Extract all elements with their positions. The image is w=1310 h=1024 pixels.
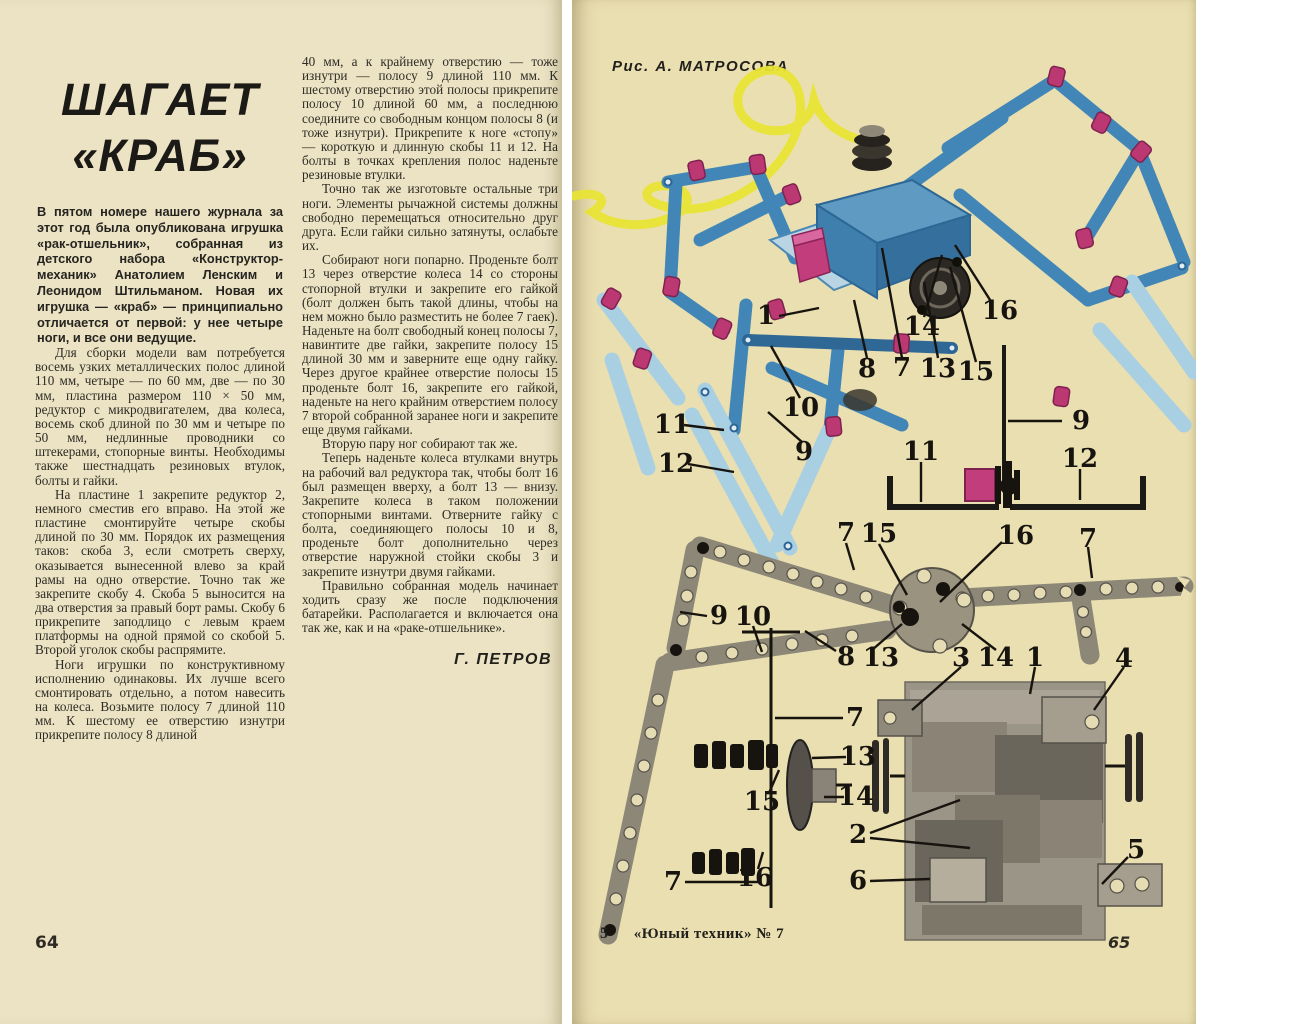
print-signature: 5 xyxy=(600,925,608,942)
figure-label-8: 8 xyxy=(836,642,856,672)
figure-label-7: 7 xyxy=(892,353,912,383)
left-column xyxy=(35,0,285,743)
paragraph: Точно так же изготовьте остальные три ноги. Элементы рычажной системы должны свободно перемещаться относительно друг друга. Если гайки сильно затянуты, ослабьте их. xyxy=(302,181,558,254)
figure-label-7: 7 xyxy=(1078,524,1098,554)
crab-legs-drawing xyxy=(604,79,1194,573)
article-title-line1: ШАГАЕТ xyxy=(61,74,259,125)
figure-label-13: 13 xyxy=(839,742,877,772)
wire-drawing xyxy=(574,70,860,225)
paragraph: На пластине 1 закрепите редуктор 2, немного сместив его вправо. На этой же пластине смонтируйте четыре скобы длиной по 30 мм. Порядок их размещения таков: скоба 3, если смотреть сверху, оказывается вынесенной влево за край рамы на одно отверстие. Точно так же закрепите скобу 4. Скоба 5 выносится на два отверстия за правый борт рамы. Скобу 6 прикрепите заподлицо с левым краем платформы на одной прямой со скобой 5. Второй уголок скобы распрямите. xyxy=(35,486,285,658)
figure-label-7: 7 xyxy=(663,867,683,897)
figure-label-16: 16 xyxy=(981,296,1019,326)
article-lead: В пятом номере нашего журнала за этот год была опубликована игрушка «рак-отшельник», собранная из детского набора «Конструктор-механик» Анатолием Ленским и Леонидом Штильманом. Новая их игрушка — «краб» — принципиально отличается от первой: у нее четыре ноги, и все они ведущие. xyxy=(37,204,283,346)
figure-label-16: 16 xyxy=(997,521,1035,551)
figure-label-5: 5 xyxy=(1126,835,1146,865)
middle-column xyxy=(302,0,558,669)
figure-label-14: 14 xyxy=(903,312,941,342)
article-title-line2: «КРАБ» xyxy=(72,130,248,181)
figure-label-11: 11 xyxy=(653,410,691,440)
figure-label-14: 14 xyxy=(977,643,1015,673)
figure-label-10: 10 xyxy=(782,393,820,423)
right-page xyxy=(572,0,1196,1024)
page-footer xyxy=(600,925,784,943)
figure-label-13: 13 xyxy=(919,354,957,384)
paragraph: Вторую пару ног собирают так же. xyxy=(322,436,518,452)
figure-label-6: 6 xyxy=(848,866,868,896)
paragraph: Собирают ноги попарно. Проденьте болт 13 через отверстие колеса 14 со стороны стопорной втулки и закрепите его гайкой (болт должен быть такой длины, чтобы на нем можно было разместить не более 7 гаек). Наденьте на болт свободный конец полосы 7, навинтите две гайки, закрепите полосу 15 длиной 30 мм и заверните еще одну гайку. Через другое крайнее отверстие полосы 15 проденьте болт 16, закрепите его гайкой, наденьте на него крайним отверстием полосу 7 второй собранной заранее ноги и закрепите еще двумя гайками. xyxy=(302,252,558,438)
figure-label-12: 12 xyxy=(1061,444,1099,474)
chassis-plate-diagram xyxy=(872,682,1162,940)
figure-label-13: 13 xyxy=(862,643,900,673)
paragraph: Правильно собранная модель начинает ходить сразу же после подключения батарейки. Располагается и включается она так же, как и на «раке-отшельнике». xyxy=(302,577,558,636)
figure-label-3: 3 xyxy=(951,643,971,673)
article-title xyxy=(35,72,285,184)
figure-label-9: 9 xyxy=(1071,406,1091,436)
figure-label-9: 9 xyxy=(794,437,814,467)
figure-label-7: 7 xyxy=(845,703,865,733)
left-page xyxy=(0,0,562,1024)
figure-label-15: 15 xyxy=(860,519,898,549)
figure-label-11: 11 xyxy=(902,437,940,467)
figure-label-10: 10 xyxy=(734,602,772,632)
paragraph: 40 мм, а к крайнему отверстию — тоже изнутри — полосу 9 длиной 110 мм. К шестому отверстию этой полосы прикрепите полосу 10 длиной 60 мм, а последнюю соедините со свободным концом полосы 8 (и тоже изнутри). Прикрепите к ноге «стопу» — короткую и длинную скобы 11 и 12. На болты в точках крепления полос наденьте резиновые втулки. xyxy=(302,54,558,183)
author-byline: Г. ПЕТРОВ xyxy=(454,651,552,669)
paragraph: Ноги игрушки по конструктивному исполнению одинаковы. Их лучше всего смонтировать отдельно, а потом навесить на колеса. Возьмите полосу 7 длиной 110 мм. К шестому ее отверстию изнутри прикрепите полосу 8 длиной xyxy=(35,656,285,743)
figure-label-7: 7 xyxy=(836,518,856,548)
figure-label-1: 1 xyxy=(1025,643,1045,673)
page-number-64: 64 xyxy=(35,933,59,953)
figure-label-4: 4 xyxy=(1114,644,1134,674)
figure-label-16: 16 xyxy=(736,863,774,893)
figure-label-15: 15 xyxy=(957,357,995,387)
figure-label-14: 14 xyxy=(837,782,875,812)
figure-caption: Рис. А. МАТРОСОВА xyxy=(612,58,789,75)
figure-label-1: 1 xyxy=(756,301,776,331)
figure-label-8: 8 xyxy=(857,354,877,384)
paragraph: Теперь наденьте колеса втулками внутрь на рабочий вал редуктора так, чтобы болт 16 был размещен вверху, а болт 13 — внизу. Закрепите колеса в таком положении стопорными винтами. Отверните гайку с болта, соединяющего полосы 10 и 8, проденьте болт дополнительно через отверстие наружной стойки скобы 3 и закрепите изнутри двумя гайками. xyxy=(302,450,558,579)
figure-label-2: 2 xyxy=(848,820,868,850)
figure-label-12: 12 xyxy=(657,449,695,479)
paragraph: Для сборки модели вам потребуется восемь узких металлических полос длиной 110 мм, четыре — по 60 мм, две — по 30 мм, пластина размером 110 × 50 мм, редуктор с микродвигателем, два колеса, восемь скоб длиной по 30 мм и четыре по 50 мм, недлинные проводники со штекерами, стопорные винты. Необходимы также шестнадцать резиновых втулок, болты и гайки. xyxy=(35,345,285,488)
figure-label-9: 9 xyxy=(709,601,729,631)
journal-footer-title: «Юный техник» № 7 xyxy=(633,926,785,942)
figure-label-15: 15 xyxy=(743,787,781,817)
page-number-65: 65 xyxy=(1108,933,1131,952)
